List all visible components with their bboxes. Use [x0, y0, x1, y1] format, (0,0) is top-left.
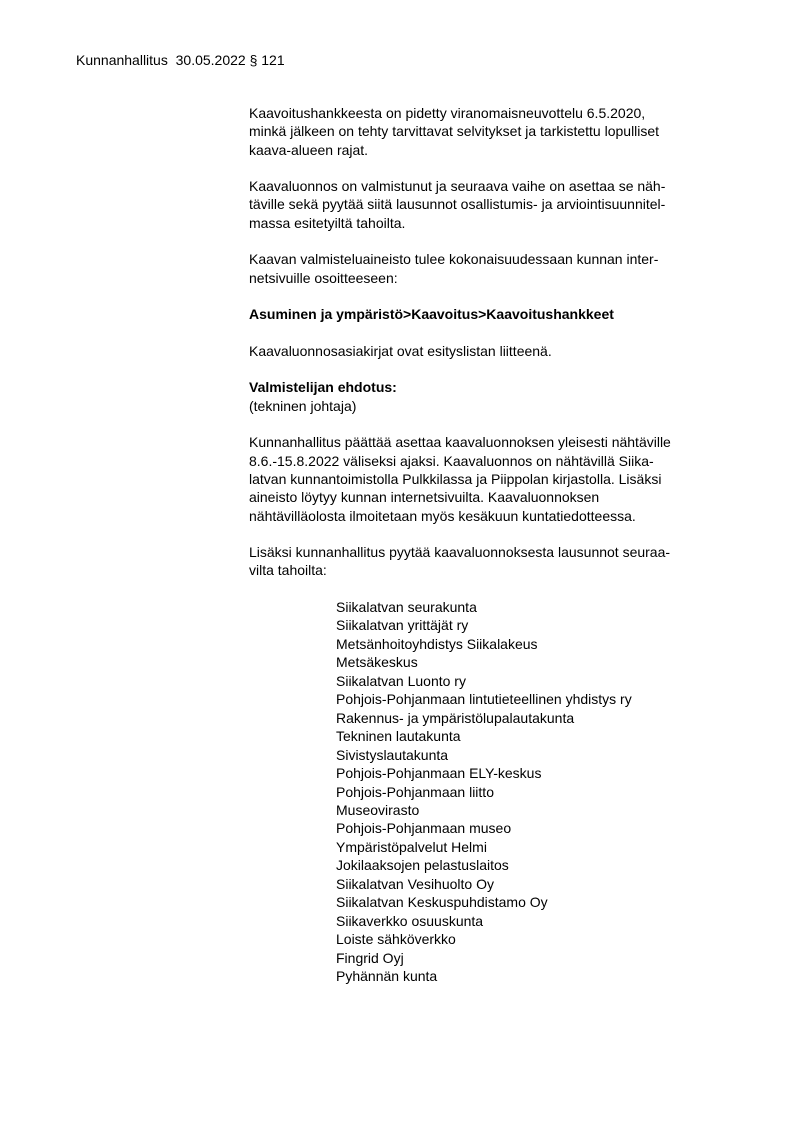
list-item: Rakennus- ja ympäristölupalautakunta: [336, 709, 575, 726]
list-item: Siikalatvan Vesihuolto Oy: [336, 875, 494, 892]
list-item: Pohjois-Pohjanmaan lintutieteellinen yhdistys ry: [336, 691, 632, 708]
list-item: Tekninen lautakunta: [336, 728, 461, 745]
list-item: Metsäkeskus: [336, 654, 418, 671]
proposal-text: Kunnanhallitus päättää asettaa kaavaluonnoksen yleisesti nähtäville 8.6.-15.8.2022 väliseksi ajaksi. Kaavaluonnos on nähtävillä Siika- latvan kunnantoimistolla Pulkkilassa ja Piippolan kirjastolla. Lisäksi aineisto löytyy kunnan internetsivuilta. Kaavaluonnoksen nähtävilläolosta ilmoitetaan myös kesäkuun kuntatiedotteessa.: [249, 434, 671, 524]
attachments-note: Kaavaluonnosasiakirjat ovat esityslistan liitteenä.: [249, 342, 552, 359]
list-item: Museovirasto: [336, 802, 420, 818]
paragraph-negotiation: Kaavoitushankkeesta on pidetty viranomaisneuvottelu 6.5.2020, minkä jälkeen on tehty tarvittavat selvitykset ja tarkistettu lopulliset kaava-alueen rajat.: [249, 105, 660, 158]
list-item: Siikalatvan Keskuspuhdistamo Oy: [336, 894, 548, 911]
list-item: Ympäristöpalvelut Helmi: [336, 838, 487, 855]
list-item: Pohjois-Pohjanmaan museo: [336, 820, 512, 837]
list-item: Pohjois-Pohjanmaan ELY-keskus: [336, 765, 542, 782]
website-path: Asuminen ja ympäristö>Kaavoitus>Kaavoitushankkeet: [249, 306, 614, 323]
list-item: Sivistyslautakunta: [336, 746, 449, 763]
proposal-heading: Valmistelijan ehdotus:: [249, 379, 397, 396]
list-item: Siikalatvan seurakunta: [336, 599, 477, 616]
list-item: Loiste sähköverkko: [336, 931, 456, 948]
document-body: [249, 104, 739, 986]
list-item: Siikaverkko osuuskunta: [336, 912, 484, 929]
list-item: Pyhännän kunta: [336, 968, 438, 985]
paragraph-draft-status: Kaavaluonnos on valmistunut ja seuraava vaihe on asettaa se näh- täville sekä pyytää siitä lausunnot osallistumis- ja arviointisuunnitel- massa esitetyiltä tahoilta.: [249, 178, 666, 231]
list-item: Metsänhoitoyhdistys Siikalakeus: [336, 635, 538, 652]
meeting-header: Kunnanhallitus 30.05.2022 § 121: [76, 52, 285, 68]
proposal-preparer: (tekninen johtaja): [249, 397, 357, 414]
list-item: Siikalatvan yrittäjät ry: [336, 617, 469, 634]
list-item: Pohjois-Pohjanmaan liitto: [336, 783, 494, 800]
list-item: Fingrid Oyj: [336, 949, 404, 966]
list-item: Siikalatvan Luonto ry: [336, 672, 466, 689]
recipient-list: [336, 598, 739, 986]
list-item: Jokilaaksojen pelastuslaitos: [336, 857, 509, 874]
request-text: Lisäksi kunnanhallitus pyytää kaavaluonnoksesta lausunnot seuraa- vilta tahoilta:: [249, 544, 671, 579]
paragraph-website: Kaavan valmisteluaineisto tulee kokonaisuudessaan kunnan inter- netsivuille osoitteeseen:: [249, 251, 659, 286]
